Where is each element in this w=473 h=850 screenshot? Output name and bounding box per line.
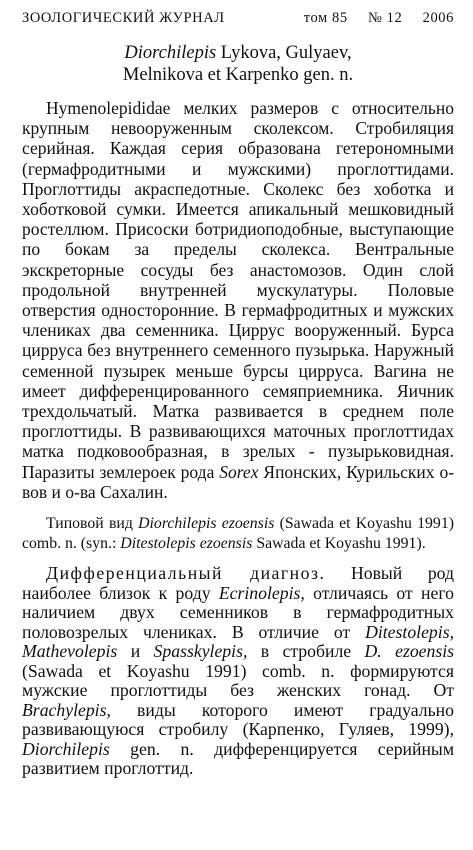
title-authors-2: Melnikova et Karpenko gen. n. bbox=[122, 65, 354, 85]
type-species-paragraph bbox=[22, 514, 454, 554]
title-authors-1: Lykova, Gulyaev, bbox=[220, 43, 352, 63]
diagnosis-g4: D. ezoensis bbox=[364, 641, 455, 662]
diagnosis-p1: Новый род наиболее близок к роду bbox=[22, 563, 455, 603]
genus-title bbox=[22, 42, 454, 86]
type-prefix: Типовой вид bbox=[46, 515, 133, 533]
issue-info bbox=[288, 8, 454, 28]
description-text: Hymenolepididae мелких размеров с относительно крупным невооруженным сколексом. Стробиляция серийная. Каждая серия образована гетерономными (гермафродитными и мужскими) проглоттидами. Проглоттиды акраспедотные. Сколекс без хоботка и хоботковой сумки. Имеется апикальный мешковидный ростеллюм. Присоски ботридиоподобные, выступающие по бокам за пределы сколекса. Вентральные экскреторные сосуды без анастомозов. Один слой продольной внутренней мускулатуры. Половые отверстия односторонние. В гермафродитных и мужских члениках два семенника. Циррус вооруженный. Бурса цирруса без внутреннего семенного пузырька. Наружный семенной пузырек меньше бурсы цирруса. Вагина не имеет дифференцированного семяприемника. Яичник трехдольчатый. Матка развивается в среднем поле проглоттиды. В развивающихся маточных проглоттидах матка подковообразная, в зрелых - пузырьковидная. Паразиты землероек рода bbox=[22, 98, 454, 482]
host-genus: Sorex bbox=[219, 461, 259, 482]
diagnosis-p3: и bbox=[130, 641, 141, 662]
diagnosis-heading: Дифференциальный диагноз. bbox=[46, 563, 326, 584]
journal-name: ЗООЛОГИЧЕСКИЙ ЖУРНАЛ bbox=[22, 10, 225, 26]
diagnosis-p2: отличаясь от него наличием двух семенников в гермафродитных половозрелых члениках. В отличие от bbox=[22, 582, 455, 642]
diagnosis-g3: Spasskylepis, bbox=[153, 641, 248, 662]
diagnosis-p6: виды которого имеют градуально развивающуюся стробилу (Карпенко, Гуляев, 1999), bbox=[22, 699, 454, 740]
diagnosis-p4: в стробиле bbox=[260, 641, 352, 662]
running-header bbox=[22, 8, 454, 28]
title-line-1 bbox=[22, 42, 454, 64]
diagnosis-p7: gen. n. дифференцируется серийным развитием проглоттид. bbox=[22, 738, 455, 779]
year: 2006 bbox=[422, 10, 454, 26]
genus-description bbox=[22, 98, 454, 502]
differential-diagnosis bbox=[22, 564, 454, 779]
diagnosis-g1: Ecrinolepis, bbox=[218, 582, 305, 603]
diagnosis-p5: (Sawada et Koyashu 1991) comb. n. формируются мужские проглоттиды без женских гонад. От bbox=[22, 660, 454, 701]
volume: том 85 bbox=[303, 10, 348, 26]
diagnosis-g5: Brachylepis, bbox=[22, 699, 111, 720]
type-mid: (Sawada et Koyashu 1991) comb. n. (syn.: bbox=[22, 515, 454, 553]
diagnosis-g6: Diorchilepis bbox=[22, 738, 110, 759]
description-end: Японских, Курильских о-вов и о-ва Сахалин. bbox=[22, 461, 455, 502]
journal-page bbox=[22, 8, 454, 779]
title-genus: Diorchilepis bbox=[124, 43, 217, 63]
type-end: Sawada et Koyashu 1991). bbox=[256, 535, 426, 553]
diagnosis-g2: Ditestolepis, Mathevolepis bbox=[22, 621, 454, 662]
type-species-name: Diorchilepis ezoensis bbox=[138, 515, 275, 533]
issue-number: № 12 bbox=[367, 10, 403, 26]
synonym-name: Ditestolepis ezoensis bbox=[120, 535, 253, 553]
